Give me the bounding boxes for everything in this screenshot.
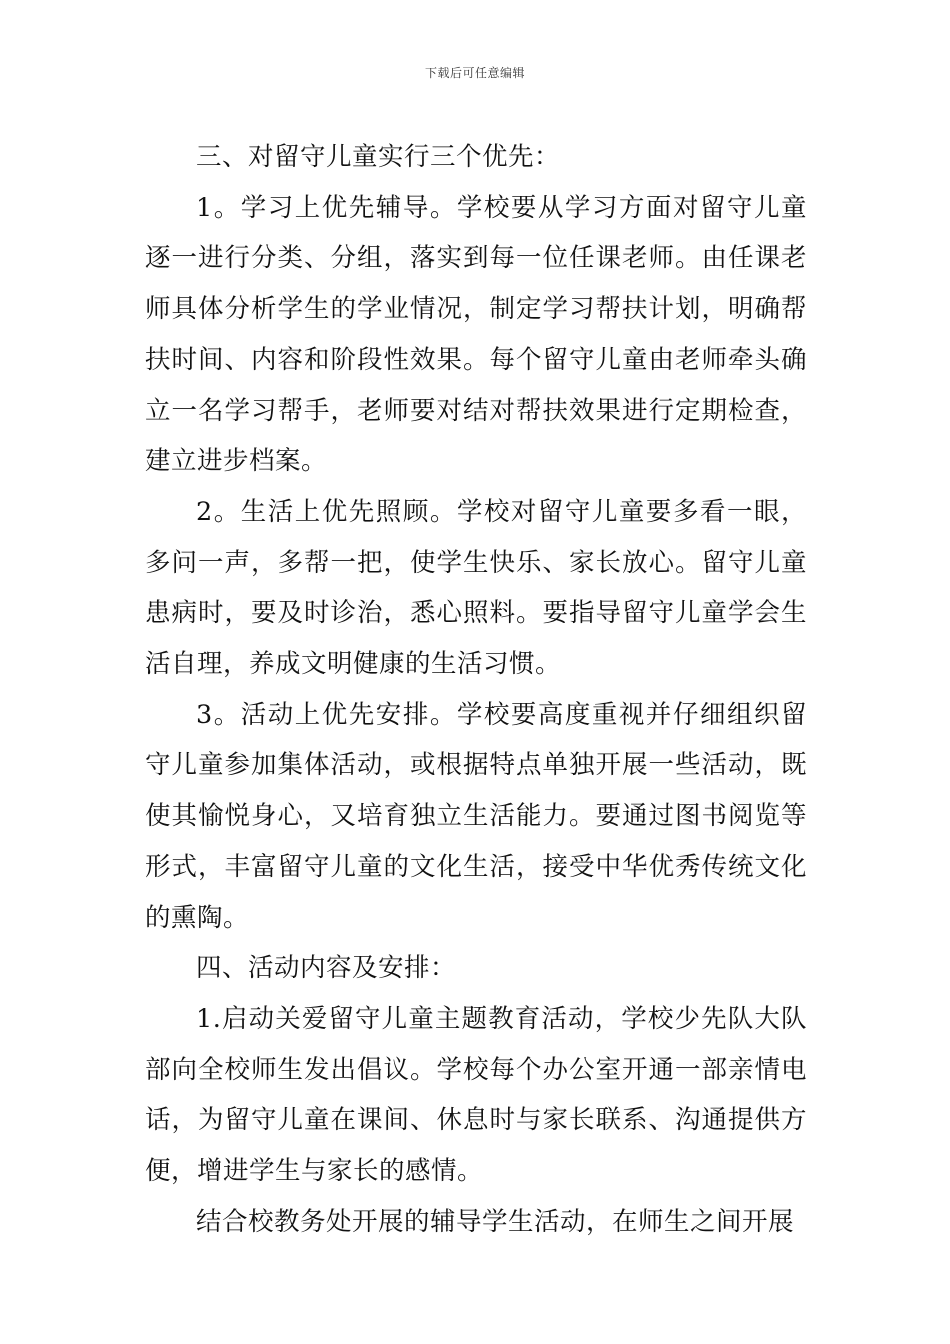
paragraph-life-priority: 2。生活上优先照顾。学校对留守儿童要多看一眼，多问一声，多帮一把，使学生快乐、家长放心。留守儿童患病时，要及时诊治，悉心照料。要指导留守儿童学会生活自理，养成文明健康的生活习惯。 [145, 496, 807, 680]
paragraph-study-priority: 1。学习上优先辅导。学校要从学习方面对留守儿童逐一进行分类、分组，落实到每一位任课老师。由任课老师具体分析学生的学业情况，制定学习帮扶计划，明确帮扶时间、内容和阶段性效果。每个留守儿童由老师牵头确立一名学习帮手，老师要对结对帮扶效果进行定期检查，建立进步档案。 [145, 192, 807, 477]
paragraph-launch-activity: 1.启动关爱留守儿童主题教育活动，学校少先队大队部向全校师生发出倡议。学校每个办公室开通一部亲情电话，为留守儿童在课间、休息时与家长联系、沟通提供方便，增进学生与家长的感情。 [145, 1003, 807, 1187]
paragraph-activity-priority: 3。活动上优先安排。学校要高度重视并仔细组织留守儿童参加集体活动，或根据特点单独开展一些活动，既使其愉悦身心，又培育独立生活能力。要通过图书阅览等形式，丰富留守儿童的文化生活，接受中华优秀传统文化的熏陶。 [145, 699, 807, 933]
section-heading-three: 三、对留守儿童实行三个优先： [196, 142, 561, 172]
section-heading-four: 四、活动内容及安排： [196, 953, 457, 984]
paragraph-tutoring-activity: 结合校教务处开展的辅导学生活动，在师生之间开展 [196, 1206, 795, 1237]
page-header-note: 下载后可任意编辑 [424, 66, 525, 80]
document-body [145, 132, 807, 1247]
